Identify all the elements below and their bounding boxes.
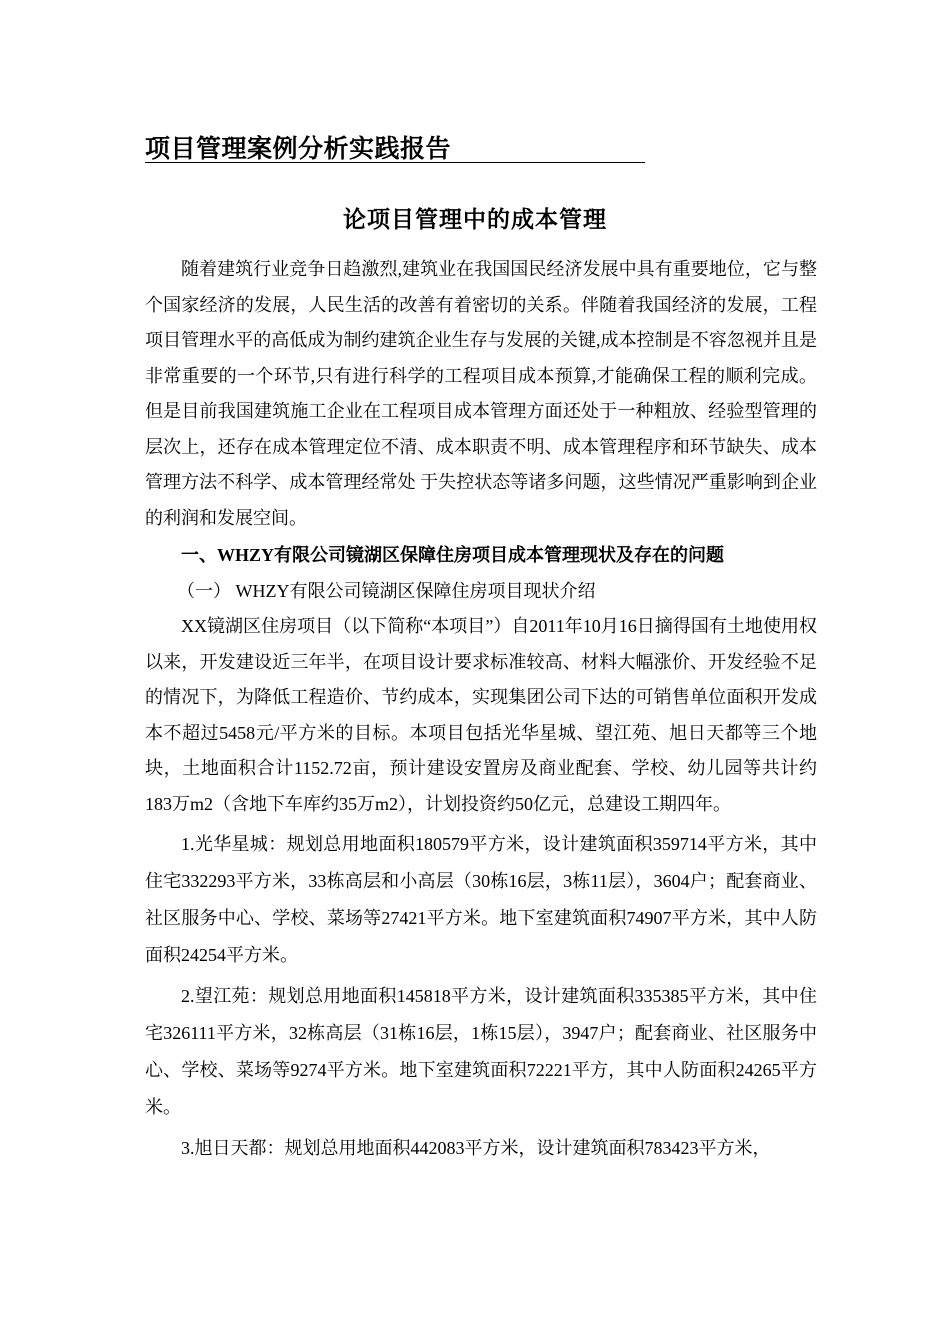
header-underline	[145, 162, 645, 163]
section-heading: 一、WHZY有限公司镜湖区保障住房项目成本管理现状及存在的问题	[181, 545, 725, 565]
intro-paragraph: 随着建筑行业竞争日趋激烈,建筑业在我国国民经济发展中具有重要地位，它与整个国家经济的发展，人民生活的改善有着密切的关系。伴随着我国经济的发展，工程项目管理水平的高低成为制约建筑企业生存与发展的关键,成本控制是不容忽视并且是非常重要的一个环节,只有进行科学的工程项目成本预算,才能确保工程的顺利完成。但是目前我国建筑施工企业在工程项目成本管理方面还处于一种粗放、经验型管理的层次上，还存在成本管理定位不清、成本职责不明、成本管理程序和环节缺失、成本管理方法不科学、成本管理经常处 于失控状态等诸多问题，这些情况严重影响到企业的利润和发展空间。	[145, 259, 817, 528]
project-intro-paragraph: XX镜湖区住房项目（以下简称“本项目”）自2011年10月16日摘得国有土地使用权以来，开发建设近三年半，在项目设计要求标准较高、材料大幅涨价、开发经验不足的情况下，为降低工程造价、节约成本，实现集团公司下达的可销售单位面积开发成本不超过5458元/平方米的目标。本项目包括光华星城、望江苑、旭日天都等三个地块，土地面积合计1152.72亩，预计建设安置房及商业配套、学校、幼儿园等共计约183万m2（含地下车库约35万m2），计划投资约50亿元，总建设工期四年。	[145, 616, 817, 814]
main-title: 论项目管理中的成本管理	[343, 207, 607, 232]
list-item: 3.旭日天都：规划总用地面积442083平方米，设计建筑面积783423平方米，	[181, 1138, 771, 1158]
list-item: 2.望江苑：规划总用地面积145818平方米，设计建筑面积335385平方米，其中住宅326111平方米，32栋高层（31栋16层，1栋15层），3947户；配套商业、社区服务中心、学校、菜场等9274平方米。地下室建筑面积72221平方，其中人防面积24265平方米。	[145, 986, 817, 1117]
document-body	[145, 252, 817, 1167]
list-item: 1.光华星城：规划总用地面积180579平方米，设计建筑面积359714平方米，其中住宅332293平方米，33栋高层和小高层（30栋16层，3栋11层），3604户；配套商业、社区服务中心、学校、菜场等27421平方米。地下室建筑面积74907平方米，其中人防面积24254平方米。	[145, 834, 817, 965]
subsection-heading: （一） WHZY有限公司镜湖区保障住房项目现状介绍	[177, 581, 596, 601]
header-title: 项目管理案例分析实践报告	[145, 136, 452, 163]
